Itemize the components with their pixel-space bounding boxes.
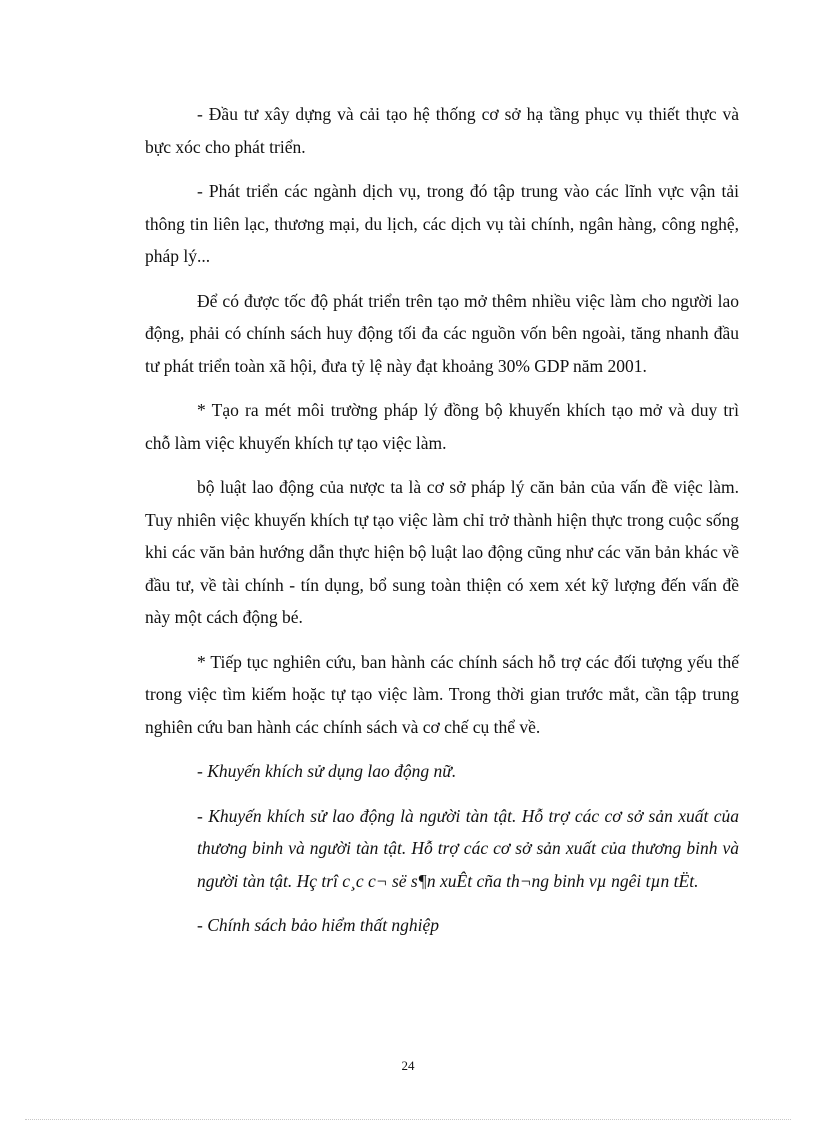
paragraph-infrastructure: - Đầu tư xây dựng và cải tạo hệ thống cơ sở hạ tầng phục vụ thiết thực và bực xóc cho phát triển. [145,104,739,157]
paragraph-services: - Phát triển các ngành dịch vụ, trong đó tập trung vào các lĩnh vực vận tải thông tin liên lạc, thương mại, du lịch, các dịch vụ tài chính, ngân hàng, công nghệ, pháp lý... [145,181,739,266]
paragraph-support-policies: * Tiếp tục nghiên cứu, ban hành các chính sách hỗ trợ các đối tượng yếu thế trong việc tìm kiếm hoặc tự tạo việc làm. Trong thời gian trước mắt, cần tập trung nghiên cứu ban hành các chính sách và cơ chế cụ thể về. [145,651,739,737]
paragraph-growth-investment: Để có được tốc độ phát triển trên tạo mở thêm nhiều việc làm cho người lao động, phải có chính sách huy động tối đa các nguồn vốn bên ngoài, tăng nhanh đầu tư phát triển toàn xã hội, đưa tỷ lệ này đạt khoảng 30% GDP năm 2001. [145,290,739,376]
italic-item-disabled-labor: - Khuyến khích sử lao động là người tàn tật. Hỗ trợ các cơ sở sản xuất của thương binh và người tàn tật. Hỗ trợ các cơ sở sản xuất của thương binh và người tàn tật. Hç trî c¸c c¬ së s¶n xuÊt cña th¬ng binh vµ ngêi tµn tËt. [197,805,739,891]
paragraph-labor-code: bộ luật lao động của nược ta là cơ sở pháp lý căn bản của vấn đề việc làm. Tuy nhiên việc khuyến khích tự tạo việc làm chỉ trở thành hiện thực trong cuộc sống khi các văn bản hướng dẫn thực hiện bộ luật lao động cũng như các văn bản khác về đầu tư, về tài chính - tín dụng, bổ sung toàn thiện có xem xét kỹ lượng đến vấn đề này một cách động bé. [145,477,739,627]
footer-divider [25,1119,791,1120]
page-number: 24 [401,1058,415,1073]
italic-item-female-labor: - Khuyến khích sử dụng lao động nữ. [197,761,457,781]
paragraph-legal-environment: * Tạo ra mét môi trường pháp lý đồng bộ khuyến khích tạo mở và duy trì chỗ làm việc khuyến khích tự tạo việc làm. [145,400,739,453]
italic-item-unemployment-insurance: - Chính sách bảo hiểm thất nghiệp [197,915,440,935]
document-body [145,98,739,954]
